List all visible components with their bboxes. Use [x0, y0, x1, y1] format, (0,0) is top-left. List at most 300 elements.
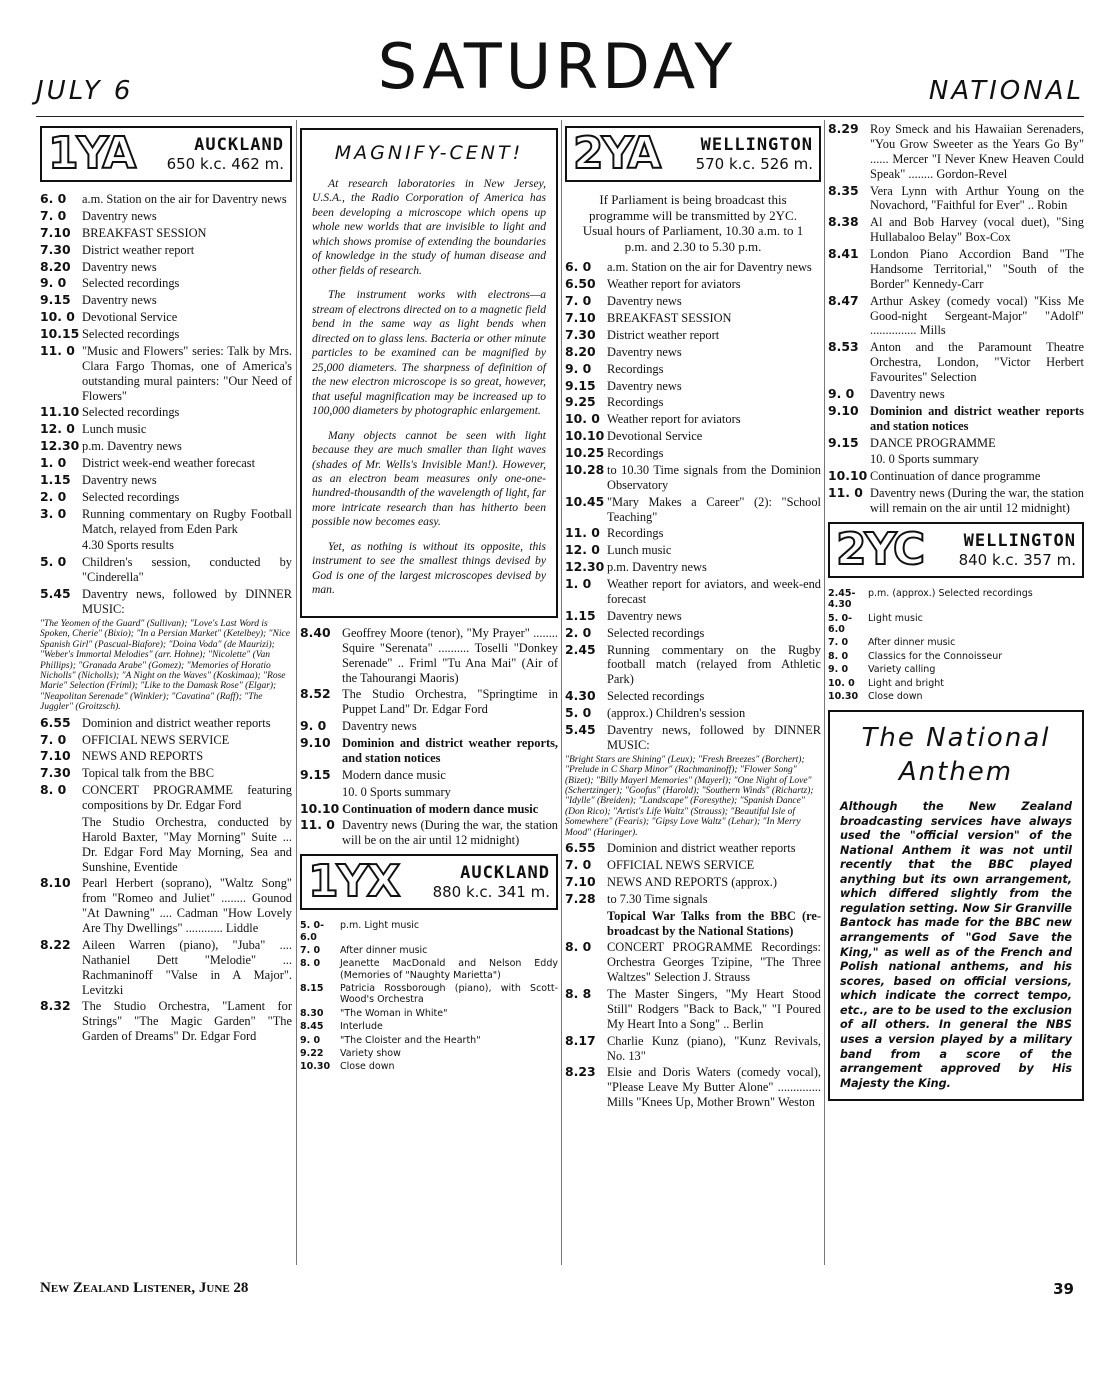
- schedule-time: 9. 0: [40, 275, 67, 291]
- schedule-text: Recordings: [607, 526, 664, 541]
- schedule-text: NEWS AND REPORTS (approx.): [607, 874, 777, 889]
- schedule-item: [300, 1048, 558, 1059]
- schedule-time: 7.10: [565, 310, 596, 325]
- schedule-time: 5. 0-6.0: [828, 612, 853, 636]
- schedule-list: [828, 122, 1084, 516]
- schedule-text: Daventry news: [607, 378, 682, 393]
- schedule-text: Lunch music: [82, 422, 147, 437]
- schedule-item: [828, 678, 1084, 689]
- schedule-time: 8.29: [828, 121, 859, 136]
- schedule-time: 8.38: [828, 214, 859, 230]
- schedule-text: Weather report for aviators, and week-end forecast: [607, 577, 821, 606]
- schedule-item: [300, 920, 558, 943]
- schedule-item: [828, 637, 1084, 648]
- schedule-item: [300, 945, 558, 956]
- schedule-text: After dinner music: [868, 637, 956, 649]
- schedule-item: [40, 226, 292, 241]
- schedule-time: 8.41: [828, 246, 859, 261]
- schedule-item: [565, 1065, 821, 1110]
- schedule-item: [40, 766, 292, 781]
- schedule-text: Continuation of dance programme: [870, 469, 1041, 484]
- schedule-time: 12.30: [565, 559, 605, 575]
- anthem-article: [828, 710, 1084, 1101]
- schedule-text: Devotional Service: [82, 310, 178, 325]
- schedule-text: Daventry news: [607, 344, 682, 359]
- schedule-time: 2.45-4.30: [828, 587, 856, 611]
- schedule-time: 1. 0: [40, 455, 67, 470]
- schedule-item: [565, 277, 821, 292]
- schedule-time: 11. 0: [828, 485, 863, 501]
- schedule-item: [828, 651, 1084, 662]
- schedule-time: 9. 0: [828, 664, 849, 676]
- schedule-item: [300, 785, 558, 800]
- schedule-item: [300, 687, 558, 717]
- schedule-item: [300, 1035, 558, 1046]
- schedule-text: Anton and the Paramount Theatre Orchestra, London, "Victor Herbert Favourites" Selection: [870, 340, 1084, 384]
- schedule-item: [828, 691, 1084, 702]
- schedule-item: [828, 404, 1084, 434]
- schedule-item: [565, 446, 821, 461]
- station-info: [134, 135, 284, 173]
- schedule-text: Jeanette MacDonald and Nelson Eddy (Memories of "Naughty Marietta"): [340, 958, 558, 981]
- schedule-item: [565, 412, 821, 427]
- schedule-time: 8.10: [40, 875, 71, 891]
- station-city: AUCKLAND: [194, 134, 284, 155]
- schedule-text: The Studio Orchestra, "Springtime in Puppet Land" Dr. Edgar Ford: [342, 687, 558, 717]
- header-date: JULY 6: [36, 76, 134, 106]
- schedule-text: Children's session, conducted by "Cinderella": [82, 555, 292, 585]
- schedule-item: [565, 609, 821, 624]
- schedule-text: "Mary Makes a Career" (2): "School Teaching": [607, 494, 821, 524]
- schedule-time: 8.20: [565, 343, 596, 359]
- schedule-text: The Master Singers, "My Heart Stood Still" Rodgers "Back to Back," "I Poured My Heart Into a Song" .. Berlin: [607, 987, 821, 1031]
- schedule-time: 12. 0: [40, 421, 75, 437]
- schedule-text: Daventry news: [82, 208, 157, 223]
- schedule-text: BREAKFAST SESSION: [82, 225, 207, 240]
- schedule-item: [565, 294, 821, 309]
- schedule-item: [565, 379, 821, 394]
- schedule-time: 11. 0: [300, 817, 335, 833]
- schedule-time: 7. 0: [300, 944, 321, 956]
- schedule-list: [40, 192, 292, 617]
- article-paragraph: Yet, as nothing is without its opposite, this instrument to see the smallest things devised by God is one of the largest microscopes devised by man.: [312, 539, 546, 597]
- schedule-item: [565, 626, 821, 641]
- schedule-time: 7. 0: [40, 207, 67, 223]
- station-city: AUCKLAND: [460, 862, 550, 883]
- schedule-list: [300, 920, 558, 1073]
- page-number: 39: [1053, 1280, 1074, 1298]
- schedule-item: [565, 940, 821, 985]
- header-rule: [36, 116, 1084, 117]
- schedule-item: [300, 818, 558, 848]
- schedule-time: 7.10: [40, 748, 71, 764]
- schedule-text: Selected recordings: [82, 327, 180, 341]
- column-2: [300, 120, 558, 1265]
- schedule-time: 6. 0: [40, 191, 67, 206]
- schedule-text: Daventry news: [870, 386, 945, 401]
- schedule-item: [565, 723, 821, 753]
- schedule-item: [565, 909, 821, 939]
- schedule-time: [40, 538, 82, 553]
- schedule-item: [40, 293, 292, 308]
- schedule-item: [300, 1021, 558, 1032]
- column-1yA: [40, 120, 292, 1265]
- schedule-time: 9.25: [565, 394, 596, 410]
- schedule-item: [565, 875, 821, 890]
- schedule-item: [565, 841, 821, 856]
- schedule-text: 10. 0 Sports summary: [870, 452, 979, 467]
- schedule-text: Daventry news: [82, 293, 157, 308]
- schedule-text: to 10.30 Time signals from the Dominion Observatory: [607, 462, 821, 492]
- schedule-time: 5.45: [565, 721, 596, 737]
- station-logo: 2YA: [573, 128, 660, 179]
- schedule-text: CONCERT PROGRAMME featuring compositions by Dr. Edgar Ford: [82, 783, 292, 813]
- schedule-item: [40, 405, 292, 420]
- schedule-text: Daventry news: [82, 472, 157, 487]
- article-title: MAGNIFY-CENT!: [334, 142, 524, 164]
- schedule-time: 5. 0: [40, 554, 67, 570]
- schedule-item: [828, 387, 1084, 402]
- schedule-text: Lunch music: [607, 543, 672, 558]
- schedule-text: Continuation of modern dance music: [342, 801, 539, 816]
- schedule-item: [565, 328, 821, 343]
- schedule-text: Selected recordings: [82, 276, 180, 291]
- station-city: WELLINGTON: [700, 134, 813, 155]
- schedule-text: Daventry news, followed by DINNER MUSIC:: [82, 587, 292, 616]
- schedule-item: [828, 452, 1084, 467]
- schedule-time: 9. 0: [300, 1034, 321, 1046]
- schedule-item: [40, 507, 292, 537]
- schedule-text: p.m. Light music: [340, 920, 420, 932]
- schedule-time: 10.10: [828, 468, 868, 484]
- schedule-text: 10. 0 Sports summary: [342, 784, 451, 799]
- schedule-text: Selected recordings: [82, 489, 180, 504]
- schedule-item: [40, 327, 292, 342]
- schedule-text: BREAKFAST SESSION: [607, 311, 732, 325]
- schedule-item: [40, 783, 292, 813]
- schedule-time: 1. 0: [565, 576, 592, 591]
- station-2yc-header: [828, 522, 1084, 578]
- schedule-item: [300, 736, 558, 766]
- schedule-text: Running commentary on the Rugby football match (relayed from Athletic Park): [607, 642, 821, 687]
- schedule-text: Recordings: [607, 361, 664, 376]
- schedule-time: 7.30: [40, 765, 71, 781]
- schedule-item: [300, 626, 558, 686]
- schedule-item: [565, 395, 821, 410]
- schedule-text: "Music and Flowers" series: Talk by Mrs. Clara Fargo Thomas, one of America's outstanding mural painters: "Our Need of Flowers": [82, 343, 292, 403]
- schedule-list: [40, 716, 292, 1044]
- schedule-item: [565, 311, 821, 326]
- schedule-text: Dominion and district weather reports and station notices: [870, 403, 1084, 433]
- schedule-text: Arthur Askey (comedy vocal) "Kiss Me Good-night Sergeant-Major" "Adolf" ............... Mills: [870, 293, 1084, 338]
- schedule-item: [565, 345, 821, 360]
- column-4: [828, 120, 1084, 1265]
- schedule-time: 8.20: [40, 258, 71, 274]
- schedule-time: 6.55: [40, 714, 71, 730]
- schedule-time: 8.17: [565, 1032, 596, 1048]
- schedule-time: 8. 0: [565, 939, 592, 955]
- schedule-item: [40, 555, 292, 585]
- dinner-music-list: "The Yeomen of the Guard" (Sullivan); "Love's Last Word is Spoken, Cherie" (Bixio); "In a Persian Market" (Ketelbey); "Nice Spanish Girl" (Pascual-Biafore); "Doina Voda" (de Maurizi); "Weber's Immortal Melodies" (arr. Hohne); "Nicolette" (Van Phillips); "Granada Arabe" (Gomez); "Memories of Horatio Nicholls" (Nicholls); "A Night on the Waves" (Koskimaa); "Rose Marie" Selection (Friml); "Like to the Damask Rose" (Elgar); "Neapolitan Serenade" (Winkler); "Cavatina" (Raff); "The Juggler" (Groitzsch).: [40, 618, 290, 713]
- schedule-time: 10. 0: [565, 411, 600, 427]
- schedule-item: [40, 422, 292, 437]
- schedule-item: [40, 876, 292, 936]
- schedule-text: Classics for the Connoisseur: [868, 650, 1003, 662]
- schedule-item: [40, 490, 292, 505]
- article-paragraph: At research laboratories in New Jersey, U.S.A., the Radio Corporation of America has been developing a microscope which opens up whole new worlds that are invisible to light and which shows promise of extending the boundaries of knowledge in the study of human disease and other fields of research.: [312, 176, 546, 277]
- schedule-list: [828, 588, 1084, 703]
- schedule-time: 1.15: [40, 471, 71, 487]
- schedule-text: Daventry news: [607, 608, 682, 623]
- schedule-time: 3. 0: [40, 505, 67, 521]
- dinner-music-list: "Bright Stars are Shining" (Leux); "Fresh Breezes" (Borchert); "Prelude in C Sharp Minor" (Rachmaninoff); "Flower Song" (Bizet); "Billy Mayerl Memories" (Mayerl); "One Night of Love" (Schertzinger); "Goofus" (Harold); "Southern Winds" (Richartz); "Idylle" (Breiden); "Landscape" (Foresythe); "Spanish Dance" (Don Rico); "Artist's Life Waltz" (Strauss); "Beautiful Isle of Somewhere" (Fearis); "Gipsy Love Waltz" (Lehar); "In Merry Mood" (Haringer).: [565, 754, 814, 838]
- header-network: NATIONAL: [928, 76, 1084, 106]
- page-title: SATURDAY: [377, 30, 737, 103]
- schedule-text: "The Woman in White": [340, 1007, 448, 1019]
- schedule-item: [40, 999, 292, 1044]
- schedule-time: 8.32: [40, 998, 71, 1014]
- schedule-item: [565, 362, 821, 377]
- schedule-text: Recordings: [607, 395, 664, 410]
- schedule-time: 10.10: [300, 800, 340, 816]
- schedule-time: 10.28: [565, 461, 605, 477]
- article-paragraph: The instrument works with electrons—a stream of electrons directed on to a magnetic field bend in the same way as light bends when directed on to glass lens. Bacteria or other minute particles to be examined can be magnified by 25,000 diameters. The sharpness of definition of the new electron microscope is so great, however, that useful magnification may be increased up to 100,000 diameters by photographic enlargement.: [312, 288, 546, 418]
- schedule-item: [565, 577, 821, 607]
- station-logo: 1YX: [308, 856, 399, 908]
- schedule-item: [300, 719, 558, 734]
- schedule-item: [40, 344, 292, 404]
- schedule-item: [40, 538, 292, 553]
- schedule-text: Pearl Herbert (soprano), "Waltz Song" from "Romeo and Juliet" ........ Gounod "At Dawning" .... Cadman "How Lovely Are Thy Dwellings" ............ Liddle: [82, 876, 292, 936]
- schedule-time: 10. 0: [828, 677, 855, 689]
- schedule-item: [828, 294, 1084, 339]
- schedule-item: [40, 209, 292, 224]
- schedule-item: [828, 613, 1084, 636]
- schedule-text: Daventry news: [342, 719, 417, 734]
- schedule-time: 10.30: [828, 691, 859, 702]
- schedule-text: "The Cloister and the Hearth": [340, 1034, 481, 1046]
- schedule-time: 10.45: [565, 493, 605, 509]
- schedule-time: 6.50: [565, 276, 596, 292]
- schedule-list: [565, 841, 821, 1110]
- schedule-time: 8. 0: [300, 958, 321, 970]
- schedule-text: Devotional Service: [607, 429, 703, 444]
- schedule-item: [828, 122, 1084, 182]
- schedule-item: [565, 543, 821, 558]
- station-city: WELLINGTON: [963, 530, 1076, 551]
- schedule-item: [565, 560, 821, 575]
- schedule-time: 6.55: [565, 840, 596, 856]
- schedule-time: 7.10: [40, 224, 71, 240]
- schedule-text: Running commentary on Rugby Football Match, relayed from Eden Park: [82, 506, 292, 536]
- schedule-time: 9.15: [40, 292, 71, 308]
- schedule-time: 9.10: [828, 402, 859, 418]
- station-info: [659, 135, 813, 173]
- column-divider: [561, 120, 562, 1265]
- schedule-text: District week-end weather forecast: [82, 456, 256, 470]
- schedule-item: [40, 276, 292, 291]
- schedule-item: [565, 495, 821, 525]
- schedule-text: Al and Bob Harvey (vocal duet), "Sing Hullabaloo Belay" Box-Cox: [870, 215, 1084, 245]
- schedule-time: 10.10: [565, 428, 605, 444]
- schedule-text: Patricia Rossborough (piano), with Scott-Wood's Orchestra: [340, 983, 558, 1006]
- schedule-text: p.m. Daventry news: [607, 560, 707, 575]
- schedule-time: 7.30: [40, 241, 71, 257]
- schedule-time: 7. 0: [40, 731, 67, 747]
- schedule-item: [828, 436, 1084, 451]
- schedule-time: 8.40: [300, 624, 331, 640]
- schedule-time: 6. 0: [565, 259, 592, 275]
- schedule-time: 5.45: [40, 586, 71, 601]
- schedule-list: [565, 260, 821, 752]
- schedule-text: Interlude: [340, 1021, 383, 1033]
- schedule-time: [565, 909, 607, 939]
- schedule-item: [40, 260, 292, 275]
- schedule-time: 8.22: [40, 936, 71, 952]
- schedule-time: 9. 0: [828, 385, 855, 401]
- schedule-time: 12. 0: [565, 542, 600, 558]
- schedule-text: Daventry news: [607, 294, 682, 309]
- schedule-item: [40, 243, 292, 258]
- schedule-text: Weather report for aviators: [607, 412, 741, 427]
- station-logo: 2YC: [836, 523, 924, 575]
- schedule-time: 7. 0: [565, 293, 592, 309]
- schedule-text: The Studio Orchestra, conducted by Harold Baxter, "May Morning" Suite ... Dr. Edgar Ford May Morning, Sea and Sunshine, Eventide: [82, 814, 292, 874]
- schedule-text: Recordings: [607, 446, 664, 460]
- schedule-item: [40, 456, 292, 471]
- schedule-item: [565, 429, 821, 444]
- schedule-time: 8.23: [565, 1064, 596, 1080]
- schedule-time: 1.15: [565, 607, 596, 623]
- schedule-text: CONCERT PROGRAMME Recordings: Orchestra Georges Tzipine, "The Three Waltzes" Selection J. Strauss: [607, 940, 821, 985]
- schedule-time: 4.30: [565, 688, 596, 704]
- schedule-item: [40, 587, 292, 617]
- schedule-time: 7. 0: [565, 857, 592, 872]
- schedule-item: [565, 892, 821, 907]
- schedule-text: Topical War Talks from the BBC (re-broadcast by the National Stations): [607, 908, 821, 938]
- schedule-item: [828, 247, 1084, 292]
- schedule-text: to 7.30 Time signals: [607, 891, 708, 906]
- schedule-text: Vera Lynn with Arthur Young on the Novachord, "Faithful for Ever" .. Robin: [870, 183, 1084, 213]
- schedule-item: [300, 958, 558, 981]
- schedule-text: (approx.) Children's session: [607, 706, 746, 720]
- schedule-time: 10.25: [565, 445, 605, 460]
- schedule-text: Modern dance music: [342, 767, 446, 782]
- schedule-time: 9.15: [300, 766, 331, 782]
- schedule-text: Weather report for aviators: [607, 277, 741, 292]
- schedule-text: Daventry news: [82, 259, 157, 274]
- magnify-article: [300, 128, 558, 618]
- schedule-text: Selected recordings: [607, 689, 705, 704]
- schedule-item: [828, 469, 1084, 484]
- schedule-time: 10. 0: [40, 309, 75, 325]
- station-frequency: 570 k.c. 526 m.: [695, 155, 813, 174]
- schedule-item: [40, 192, 292, 207]
- schedule-text: Variety show: [340, 1048, 401, 1060]
- station-info: [923, 531, 1076, 569]
- schedule-text: Daventry news (During the war, the station will remain on the air until 12 midnight): [870, 486, 1084, 515]
- schedule-time: 7.30: [565, 326, 596, 342]
- schedule-text: The Studio Orchestra, "Lament for Strings" "The Magic Garden" "The Garden of Dreams" Dr. Edgar Ford: [82, 999, 292, 1044]
- schedule-text: Dominion and district weather reports, and station notices: [342, 736, 558, 765]
- schedule-text: a.m. Station on the air for Daventry news: [82, 192, 287, 206]
- schedule-time: 8. 0: [40, 782, 67, 798]
- schedule-item: [300, 802, 558, 817]
- schedule-text: p.m. (approx.) Selected recordings: [868, 587, 1033, 599]
- schedule-time: [300, 785, 342, 800]
- schedule-time: 9. 0: [300, 718, 327, 734]
- schedule-time: 8.30: [300, 1007, 324, 1019]
- schedule-item: [565, 987, 821, 1032]
- schedule-item: [565, 858, 821, 873]
- column-divider: [296, 120, 297, 1265]
- schedule-time: 8.52: [300, 686, 331, 702]
- schedule-item: [828, 184, 1084, 214]
- schedule-time: 9.15: [828, 434, 859, 450]
- schedule-text: Selected recordings: [607, 625, 705, 640]
- schedule-time: 9.22: [300, 1048, 324, 1060]
- schedule-time: 7.10: [565, 873, 596, 889]
- schedule-text: Daventry news, followed by DINNER MUSIC:: [607, 722, 821, 752]
- schedule-item: [40, 938, 292, 998]
- schedule-time: 8.15: [300, 983, 324, 995]
- schedule-item: [565, 463, 821, 493]
- schedule-item: [40, 733, 292, 748]
- schedule-list: [300, 626, 558, 848]
- schedule-text: District weather report: [607, 327, 720, 342]
- schedule-text: Roy Smeck and his Hawaiian Serenaders, "You Grow Sweeter as the Years Go By" ...... Mercer "I Never Knew Heaven Could Speak" ........ Gordon-Revel: [870, 122, 1084, 181]
- schedule-item: [300, 1008, 558, 1019]
- schedule-time: 11.10: [40, 404, 80, 420]
- schedule-time: 9. 0: [565, 360, 592, 376]
- schedule-text: DANCE PROGRAMME: [870, 435, 996, 450]
- schedule-text: Variety calling: [868, 664, 936, 676]
- schedule-time: 10.15: [40, 326, 80, 341]
- schedule-item: [828, 215, 1084, 245]
- schedule-item: [40, 439, 292, 454]
- schedule-text: Dominion and district weather reports: [82, 715, 271, 730]
- schedule-item: [565, 1034, 821, 1064]
- station-1yx-header: [300, 854, 558, 910]
- schedule-item: [40, 473, 292, 488]
- schedule-time: 8.45: [300, 1021, 324, 1033]
- schedule-text: Daventry news (During the war, the station will be on the air until 12 midnight): [342, 818, 558, 848]
- schedule-item: [300, 1061, 558, 1072]
- schedule-time: 8.47: [828, 292, 859, 308]
- schedule-time: 7. 0: [828, 637, 849, 649]
- schedule-text: London Piano Accordion Band "The Handsome Territorial," "South of the Border" Kennedy-Carr: [870, 247, 1084, 291]
- station-frequency: 880 k.c. 341 m.: [432, 883, 550, 902]
- schedule-text: Close down: [340, 1061, 395, 1073]
- schedule-item: [565, 526, 821, 541]
- schedule-text: Close down: [868, 691, 923, 702]
- schedule-text: Charlie Kunz (piano), "Kunz Revivals, No. 13": [607, 1033, 821, 1063]
- schedule-time: 2. 0: [40, 488, 67, 504]
- schedule-text: District weather report: [82, 242, 195, 257]
- schedule-time: 2. 0: [565, 624, 592, 640]
- station-2ya-header: [565, 126, 821, 182]
- schedule-text: Dominion and district weather reports: [607, 841, 796, 856]
- schedule-text: After dinner music: [340, 944, 428, 956]
- schedule-time: 8.35: [828, 182, 859, 198]
- schedule-item: [565, 643, 821, 688]
- schedule-item: [300, 983, 558, 1006]
- column-2ya: [565, 120, 821, 1265]
- article-paragraph: Many objects cannot be seen with light because they are much smaller than light waves (shades of Mr. Wells's Invisible Man!). However, as an electron beam measures only one-one-hundred-thousandth of the wavelength of light, far more intricate research than has hitherto been possible now becomes easy.: [312, 428, 546, 529]
- schedule-item: [565, 706, 821, 721]
- schedule-item: [828, 588, 1084, 611]
- schedule-time: 2.45: [565, 641, 596, 657]
